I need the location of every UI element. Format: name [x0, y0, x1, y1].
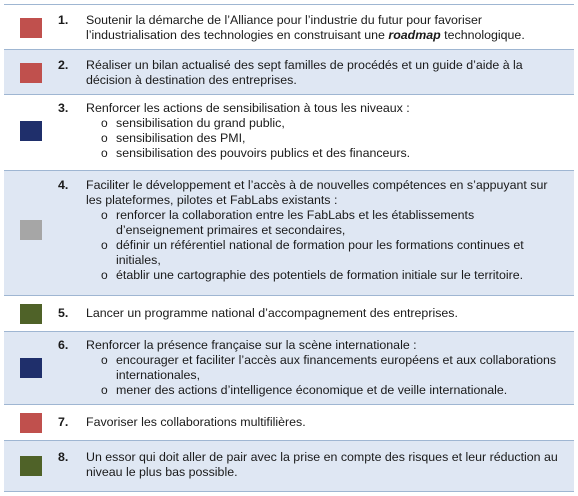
sub-item [86, 116, 564, 131]
color-marker [20, 121, 42, 141]
item-number: 1. [58, 13, 69, 27]
item-text-emphasis: roadmap [388, 28, 441, 42]
item-text [86, 13, 564, 43]
sub-item-text: sensibilisation du grand public, [116, 116, 285, 130]
item-text-line: Réaliser un bilan actualisé des sept familles de procédés et un guide d’aide à la décision à destination des entreprises. [86, 58, 523, 87]
item-text-line: Favoriser les collaborations multifilières. [86, 415, 306, 429]
color-marker [20, 304, 42, 324]
bullet-marker: o [101, 208, 108, 222]
item-number: 4. [58, 178, 69, 192]
item-text [86, 58, 564, 88]
sub-item-text: établir une cartographie des potentiels de formation initiale sur le territoire. [116, 268, 524, 282]
bullet-marker: o [101, 268, 108, 282]
item-number: 8. [58, 450, 69, 464]
item-text [86, 450, 564, 480]
item-text-line: Renforcer la présence française sur la scène internationale : [86, 338, 417, 352]
recommendation-row-3 [4, 94, 574, 170]
color-marker [20, 18, 42, 38]
item-number: 5. [58, 306, 69, 320]
recommendation-row-7 [4, 404, 574, 440]
bullet-marker: o [101, 146, 108, 160]
item-number: 2. [58, 58, 69, 72]
item-text-part: Soutenir la démarche de l’Alliance pour l’industrie du futur pour favoriser l’industrialisation des technologies en construisant une [86, 13, 483, 42]
sub-item [86, 146, 564, 161]
sub-item [86, 208, 564, 238]
item-text-line: Renforcer les actions de sensibilisation à tous les niveaux : [86, 101, 410, 115]
item-text-line: Faciliter le développement et l’accès à de nouvelles compétences en s’appuyant sur les plateformes, pilotes et FabLabs existants : [86, 178, 548, 207]
item-text [86, 415, 564, 430]
item-text [86, 101, 564, 161]
item-text [86, 338, 564, 398]
item-number: 3. [58, 101, 69, 115]
item-text-part: technologique. [440, 28, 525, 42]
item-text-line: Un essor qui doit aller de pair avec la prise en compte des risques et leur réduction au niveau le plus bas possible. [86, 450, 558, 479]
sub-item [86, 131, 564, 146]
color-marker [20, 413, 42, 433]
sub-item-text: mener des actions d’intelligence économique et de veille internationale. [116, 383, 508, 397]
bullet-marker: o [101, 353, 108, 367]
color-marker [20, 220, 42, 240]
item-text [86, 178, 564, 283]
sub-item-text: renforcer la collaboration entre les FabLabs et les établissements d’enseignement primaires et secondaires, [116, 208, 475, 237]
recommendation-row-2 [4, 49, 574, 94]
recommendation-row-6 [4, 331, 574, 404]
sub-item-text: sensibilisation des PMI, [116, 131, 246, 145]
recommendation-row-8 [4, 440, 574, 492]
sub-item [86, 383, 564, 398]
bullet-marker: o [101, 238, 108, 252]
bullet-marker: o [101, 116, 108, 130]
bullet-marker: o [101, 131, 108, 145]
item-text-line: Lancer un programme national d’accompagnement des entreprises. [86, 306, 458, 320]
sub-item [86, 353, 564, 383]
sub-item-text: définir un référentiel national de formation pour les formations continues et initiales, [116, 238, 524, 267]
recommendation-row-5 [4, 295, 574, 331]
item-number: 6. [58, 338, 69, 352]
color-marker [20, 63, 42, 83]
color-marker [20, 456, 42, 476]
sub-item-text: encourager et faciliter l’accès aux financements européens et aux collaborations internationales, [116, 353, 557, 382]
sub-item-text: sensibilisation des pouvoirs publics et des financeurs. [116, 146, 411, 160]
bullet-marker: o [101, 383, 108, 397]
sub-item [86, 238, 564, 268]
color-marker [20, 358, 42, 378]
sub-item [86, 268, 564, 283]
recommendation-row-4 [4, 170, 574, 295]
item-number: 7. [58, 415, 69, 429]
item-text [86, 306, 564, 321]
recommendation-row-1 [4, 4, 574, 49]
